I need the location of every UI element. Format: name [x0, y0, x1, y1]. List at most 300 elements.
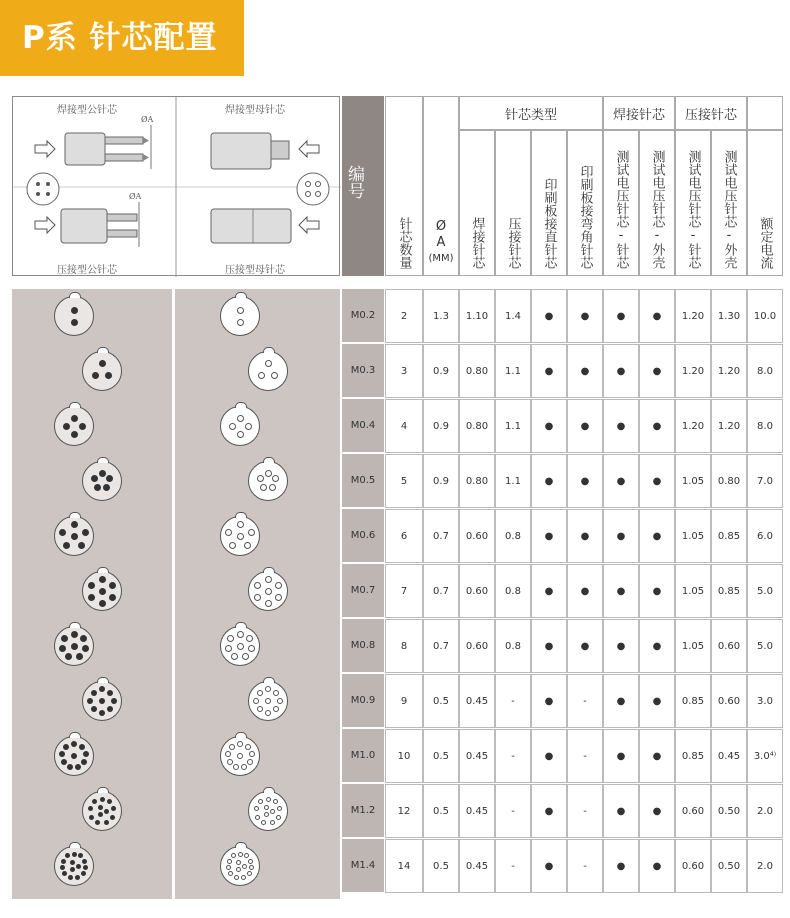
pin-dot	[277, 698, 283, 704]
cell-crimp: 1.1	[495, 344, 531, 398]
cell-solder: 1.10	[459, 289, 495, 343]
key-notch	[235, 512, 247, 518]
cell-c-pp: 1.05	[675, 454, 711, 508]
header-subcol-1-text: 压接针芯	[505, 217, 521, 269]
header-diameter-part: Ø	[435, 219, 447, 234]
pin-dot	[98, 805, 103, 810]
header-subcol-6	[675, 130, 711, 276]
female-connector-face	[248, 461, 288, 501]
cell-dia: 0.7	[423, 564, 459, 618]
header-subcol-2	[531, 130, 567, 276]
key-notch	[263, 457, 275, 463]
cell-current: 8.0	[747, 344, 783, 398]
pin-dot	[264, 805, 269, 810]
pin-dot	[89, 815, 94, 820]
cell-s-ps: ●	[639, 619, 675, 673]
cell-s-ps: ●	[639, 784, 675, 838]
key-notch	[235, 622, 247, 628]
pin-dot	[99, 588, 106, 595]
cell-s-ps: ●	[639, 509, 675, 563]
key-notch	[235, 402, 247, 408]
pin-dot	[227, 759, 233, 765]
header-subcol-6-text: 测试电压针芯-针芯	[685, 150, 701, 269]
key-notch	[69, 292, 81, 298]
cell-current: 8.0	[747, 399, 783, 453]
pin-dot	[236, 867, 241, 872]
cell-s-pp: ●	[603, 564, 639, 618]
pin-dot	[99, 686, 105, 692]
pin-dot	[99, 600, 106, 607]
pin-dot	[82, 529, 89, 536]
cell-s-pp: ●	[603, 674, 639, 728]
pin-dot	[226, 865, 231, 870]
cell-c-pp: 0.85	[675, 674, 711, 728]
pin-dot	[79, 423, 86, 430]
pin-dot	[76, 653, 83, 660]
pin-dot	[246, 635, 253, 642]
cell-s-pp: ●	[603, 454, 639, 508]
cell-s-pp: ●	[603, 619, 639, 673]
table-row	[385, 509, 779, 564]
key-notch	[69, 402, 81, 408]
pin-dot	[241, 875, 246, 880]
cell-solder: 0.60	[459, 509, 495, 563]
pin-dot	[248, 529, 255, 536]
key-notch	[263, 677, 275, 683]
cell-pins: 10	[385, 729, 423, 783]
cell-dia: 0.9	[423, 399, 459, 453]
cell-solder: 0.45	[459, 784, 495, 838]
key-notch	[235, 292, 247, 298]
header-pin-count	[385, 96, 423, 276]
key-notch	[69, 622, 81, 628]
cell-pcb-angle: -	[567, 729, 603, 783]
cell-current: 10.0	[747, 289, 783, 343]
cell-solder: 0.80	[459, 454, 495, 508]
key-notch	[69, 732, 81, 738]
pin-dot	[59, 529, 66, 536]
cell-c-pp: 0.85	[675, 729, 711, 783]
row-code: M1.2	[342, 784, 384, 837]
cell-solder: 0.80	[459, 399, 495, 453]
dimension-label: ØA	[141, 115, 154, 124]
header-subcol-1	[495, 130, 531, 276]
key-notch	[97, 347, 109, 353]
header-subcol-2-text: 印刷板接直针芯	[541, 178, 557, 269]
header-subcol-0	[459, 130, 495, 276]
cell-s-ps: ●	[639, 399, 675, 453]
pin-dot	[237, 643, 244, 650]
cell-c-ps: 0.50	[711, 784, 747, 838]
header-group-crimp-text: 压接针芯	[684, 107, 737, 123]
cell-pcb-straight: ●	[531, 839, 567, 893]
header-subcol-3-text: 印刷板接弯角针芯	[577, 165, 593, 269]
key-notch	[263, 567, 275, 573]
table-row	[385, 619, 779, 674]
caption-crimp-male: 压接型公针芯	[57, 265, 117, 276]
pin-dot	[260, 484, 267, 491]
header-subcol-7	[711, 130, 747, 276]
cell-pcb-angle: ●	[567, 454, 603, 508]
cell-c-pp: 1.20	[675, 399, 711, 453]
cell-pins: 4	[385, 399, 423, 453]
cell-crimp: 1.4	[495, 289, 531, 343]
cell-pcb-angle: ●	[567, 619, 603, 673]
pin-dot	[238, 852, 243, 857]
dimension-label-2: ØA	[129, 192, 142, 201]
pin-dot	[236, 860, 241, 865]
header-subcol-5	[639, 130, 675, 276]
header-diameter-part: (MM)	[428, 253, 454, 264]
pin-dot	[71, 753, 77, 759]
header-bianhao: 编号	[342, 96, 384, 276]
cell-s-ps: ●	[639, 564, 675, 618]
pin-dot	[104, 820, 109, 825]
pin-dot	[248, 859, 253, 864]
cell-pcb-angle: ●	[567, 289, 603, 343]
cell-c-pp: 0.60	[675, 784, 711, 838]
table-row	[385, 344, 779, 399]
pin-dot	[60, 865, 65, 870]
cell-solder: 0.80	[459, 344, 495, 398]
pin-dot	[265, 588, 272, 595]
page-title-banner	[0, 0, 244, 76]
cell-dia: 0.5	[423, 729, 459, 783]
cell-dia: 0.5	[423, 674, 459, 728]
row-code: M1.4	[342, 839, 384, 892]
pin-dot	[265, 470, 272, 477]
pin-dot	[71, 533, 78, 540]
cell-c-pp: 1.05	[675, 509, 711, 563]
row-code: M1.0	[342, 729, 384, 782]
cell-solder: 0.60	[459, 564, 495, 618]
table-row	[385, 454, 779, 509]
pin-dot	[99, 710, 105, 716]
pin-dot	[80, 635, 87, 642]
pin-dot	[110, 815, 115, 820]
cell-c-ps: 0.60	[711, 619, 747, 673]
pin-dot	[100, 797, 105, 802]
female-connector-face	[220, 406, 260, 446]
cell-s-ps: ●	[639, 344, 675, 398]
cell-current: 3.0⁴⁾	[747, 729, 783, 783]
table-row	[385, 289, 779, 344]
cell-c-ps: 0.80	[711, 454, 747, 508]
pin-dot	[237, 431, 244, 438]
pin-dot	[91, 690, 97, 696]
cell-c-pp: 0.60	[675, 839, 711, 893]
cell-pcb-straight: ●	[531, 784, 567, 838]
cell-pcb-straight: ●	[531, 509, 567, 563]
table-row	[385, 729, 779, 784]
cell-pins: 14	[385, 839, 423, 893]
pin-dot	[227, 859, 232, 864]
cell-s-ps: ●	[639, 289, 675, 343]
key-notch	[69, 842, 81, 848]
header-group-solder-text: 焊接针芯	[612, 107, 665, 123]
cell-pcb-angle: ●	[567, 399, 603, 453]
pin-dot	[61, 759, 67, 765]
cell-solder: 0.45	[459, 839, 495, 893]
cell-c-pp: 1.05	[675, 564, 711, 618]
pin-dot	[99, 360, 106, 367]
female-connector-face	[220, 296, 260, 336]
cell-pcb-straight: ●	[531, 454, 567, 508]
pin-dot	[72, 852, 77, 857]
cell-crimp: -	[495, 784, 531, 838]
cell-dia: 0.9	[423, 454, 459, 508]
pin-dot	[87, 698, 93, 704]
cell-crimp: 0.8	[495, 509, 531, 563]
pin-dot	[237, 319, 244, 326]
pin-dot	[59, 645, 66, 652]
pin-dot	[75, 875, 80, 880]
cell-pcb-angle: -	[567, 839, 603, 893]
pin-dot	[257, 690, 263, 696]
pin-dot	[225, 645, 232, 652]
header-group-type	[459, 96, 603, 130]
pin-dot	[111, 698, 117, 704]
pin-dot	[71, 741, 77, 747]
cell-pcb-straight: ●	[531, 564, 567, 618]
header-subcol-0-text: 焊接针芯	[469, 217, 485, 269]
pin-dot	[265, 360, 272, 367]
table-row	[385, 674, 779, 729]
cell-pcb-straight: ●	[531, 344, 567, 398]
row-code: M0.4	[342, 399, 384, 452]
cell-current: 3.0	[747, 674, 783, 728]
table-row	[385, 839, 779, 894]
pin-dot	[83, 751, 89, 757]
header-group-solder	[603, 96, 675, 130]
header-rated	[747, 130, 783, 276]
cell-pcb-angle: ●	[567, 564, 603, 618]
cell-c-pp: 1.05	[675, 619, 711, 673]
cell-c-ps: 1.20	[711, 399, 747, 453]
pin-dot	[71, 415, 78, 422]
cell-dia: 1.3	[423, 289, 459, 343]
pin-dot	[91, 475, 98, 482]
header-group-type-text: 针芯类型	[504, 107, 557, 123]
pin-dot	[242, 864, 247, 869]
cell-c-ps: 1.30	[711, 289, 747, 343]
header-subcol-7-text: 测试电压针芯-外壳	[721, 150, 737, 269]
pin-dot	[71, 431, 78, 438]
cell-s-ps: ●	[639, 454, 675, 508]
pin-dot	[255, 815, 260, 820]
table-row	[385, 399, 779, 454]
pin-dot	[88, 594, 95, 601]
cell-pins: 3	[385, 344, 423, 398]
row-code: M0.3	[342, 344, 384, 397]
key-notch	[97, 787, 109, 793]
pin-dot	[275, 582, 282, 589]
pin-dot	[109, 582, 116, 589]
pin-dot	[81, 871, 86, 876]
pin-dot	[270, 809, 275, 814]
pin-dot	[78, 542, 85, 549]
cell-crimp: 0.8	[495, 564, 531, 618]
diagram-drawing	[13, 97, 341, 277]
cell-s-ps: ●	[639, 839, 675, 893]
pin-dot	[79, 744, 85, 750]
cell-solder: 0.60	[459, 619, 495, 673]
key-notch	[235, 842, 247, 848]
cell-dia: 0.5	[423, 839, 459, 893]
cell-s-ps: ●	[639, 674, 675, 728]
cell-c-ps: 1.20	[711, 344, 747, 398]
key-notch	[263, 787, 275, 793]
pin-dot	[253, 698, 259, 704]
pin-dot	[245, 744, 251, 750]
pin-dot	[237, 521, 244, 528]
header-diameter	[423, 96, 459, 276]
pin-dot	[265, 600, 272, 607]
cell-pins: 6	[385, 509, 423, 563]
male-connector-face	[54, 406, 94, 446]
cell-c-ps: 0.50	[711, 839, 747, 893]
pin-dot	[109, 594, 116, 601]
key-notch	[97, 677, 109, 683]
key-notch	[69, 512, 81, 518]
pin-dot	[237, 415, 244, 422]
header-subcol-4	[603, 130, 639, 276]
cell-pins: 7	[385, 564, 423, 618]
cell-s-pp: ●	[603, 839, 639, 893]
row-code: M0.5	[342, 454, 384, 507]
pin-dot	[70, 867, 75, 872]
cell-crimp: 1.1	[495, 399, 531, 453]
cell-c-ps: 0.85	[711, 509, 747, 563]
pin-dot	[271, 372, 278, 379]
cell-pcb-angle: ●	[567, 344, 603, 398]
row-code: M0.9	[342, 674, 384, 727]
pin-dot	[71, 643, 78, 650]
pin-dot	[94, 484, 101, 491]
pin-dot	[71, 521, 78, 528]
pin-dot	[242, 653, 249, 660]
cell-current: 2.0	[747, 839, 783, 893]
pin-dot	[76, 864, 81, 869]
cell-pcb-angle: -	[567, 784, 603, 838]
pin-dot	[265, 576, 272, 583]
pin-dot	[249, 751, 255, 757]
key-notch	[235, 732, 247, 738]
cell-s-ps: ●	[639, 729, 675, 783]
header-group-crimp	[675, 96, 747, 130]
cell-solder: 0.45	[459, 674, 495, 728]
cell-current: 7.0	[747, 454, 783, 508]
cell-crimp: -	[495, 839, 531, 893]
pin-dot	[265, 698, 271, 704]
cell-c-ps: 0.60	[711, 674, 747, 728]
pin-dot	[99, 698, 105, 704]
pin-dot	[99, 576, 106, 583]
cell-s-pp: ●	[603, 289, 639, 343]
cell-dia: 0.7	[423, 509, 459, 563]
header-rated-top	[747, 96, 783, 130]
cell-c-pp: 1.20	[675, 344, 711, 398]
table-row	[385, 564, 779, 619]
cell-pcb-angle: -	[567, 674, 603, 728]
cell-pins: 12	[385, 784, 423, 838]
row-code: M0.6	[342, 509, 384, 562]
cell-pcb-straight: ●	[531, 289, 567, 343]
pin-dot	[245, 423, 252, 430]
pin-dot	[270, 820, 275, 825]
pin-dot	[254, 582, 261, 589]
header-pin-count-text: 针芯数量	[396, 217, 412, 269]
cell-current: 6.0	[747, 509, 783, 563]
cell-pins: 5	[385, 454, 423, 508]
page-title: P系 针芯配置	[22, 20, 218, 56]
cell-dia: 0.5	[423, 784, 459, 838]
cell-current: 5.0	[747, 564, 783, 618]
cell-current: 5.0	[747, 619, 783, 673]
pin-dot	[63, 423, 70, 430]
cell-current: 2.0	[747, 784, 783, 838]
pin-dot	[61, 859, 66, 864]
cell-c-ps: 0.45	[711, 729, 747, 783]
pin-dot	[225, 529, 232, 536]
cell-pins: 8	[385, 619, 423, 673]
pin-dot	[264, 812, 269, 817]
male-connector-face	[82, 351, 122, 391]
key-notch	[97, 457, 109, 463]
cell-pcb-straight: ●	[531, 729, 567, 783]
pin-dot	[237, 533, 244, 540]
pin-dot	[92, 372, 99, 379]
female-connector-face	[248, 351, 288, 391]
pin-dot	[71, 307, 78, 314]
table-row	[385, 784, 779, 839]
pin-dot	[104, 809, 109, 814]
header-rated-text: 额定电流	[757, 217, 773, 269]
pin-dot	[71, 631, 78, 638]
pin-dot	[237, 753, 243, 759]
pin-dot	[265, 686, 271, 692]
row-code: M0.8	[342, 619, 384, 672]
cell-solder: 0.45	[459, 729, 495, 783]
header-diameter-part: A	[436, 235, 446, 250]
key-notch	[97, 567, 109, 573]
pin-dot	[70, 860, 75, 865]
cell-pcb-straight: ●	[531, 399, 567, 453]
cell-pins: 2	[385, 289, 423, 343]
pin-dot	[71, 319, 78, 326]
cell-dia: 0.7	[423, 619, 459, 673]
header-subcol-5-text: 测试电压针芯-外壳	[649, 150, 665, 269]
male-connector-face	[82, 461, 122, 501]
pin-dot	[82, 859, 87, 864]
cell-crimp: -	[495, 674, 531, 728]
pin-dot	[237, 631, 244, 638]
cell-s-pp: ●	[603, 509, 639, 563]
pin-dot	[276, 815, 281, 820]
cell-crimp: 1.1	[495, 454, 531, 508]
pin-dot	[229, 423, 236, 430]
caption-solder-female: 焊接型母针芯	[225, 105, 285, 116]
male-connector-face	[54, 296, 94, 336]
caption-solder-male: 焊接型公针芯	[57, 105, 117, 116]
pin-dot	[99, 470, 106, 477]
cell-c-pp: 1.20	[675, 289, 711, 343]
pin-dot	[237, 741, 243, 747]
cell-s-pp: ●	[603, 784, 639, 838]
pin-dot	[254, 594, 261, 601]
cell-crimp: 0.8	[495, 619, 531, 673]
pin-dot	[247, 871, 252, 876]
